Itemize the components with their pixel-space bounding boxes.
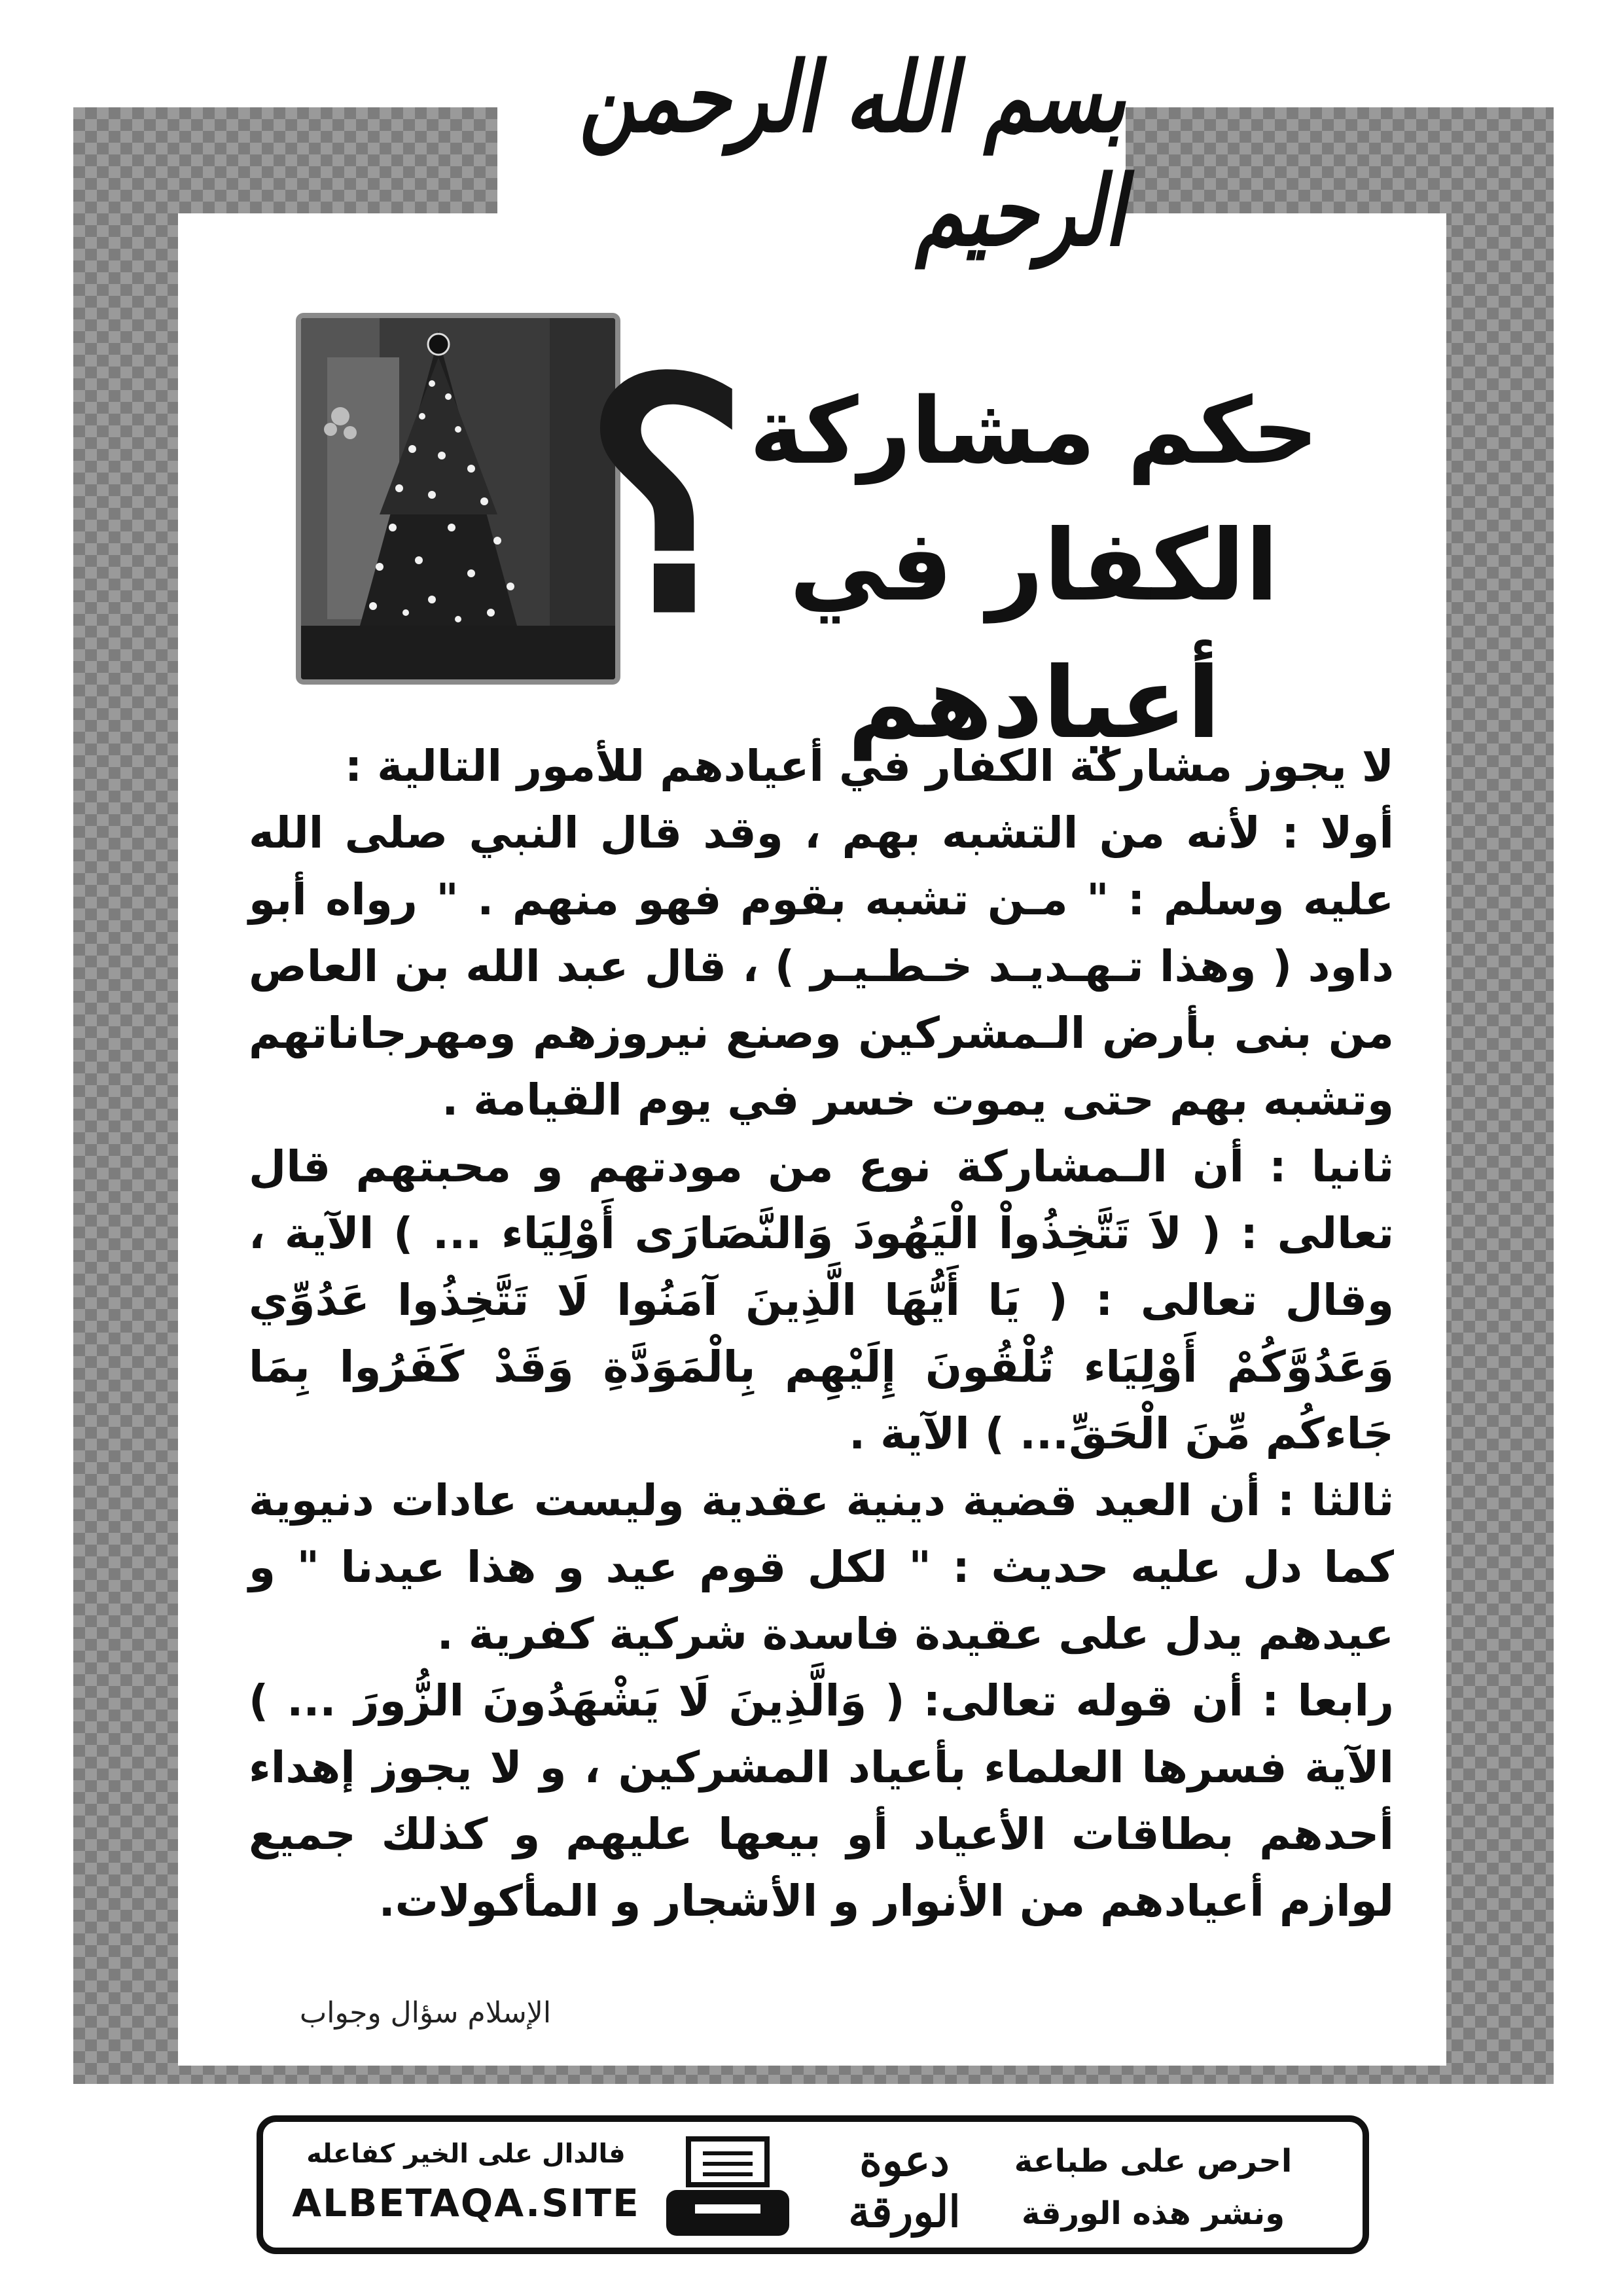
christmas-tree-image — [301, 318, 615, 679]
footer-site-link[interactable]: ALBETAQA.SITE — [292, 2181, 640, 2225]
print-note-line-1: احرص على طباعة — [1014, 2143, 1293, 2179]
footer-print-note — [970, 2135, 1336, 2246]
logo-line-1: دعوة — [859, 2135, 950, 2186]
logo-line-2: الورقة — [848, 2186, 961, 2237]
question-mark-glyph: ؟ — [582, 313, 749, 682]
point-3-paragraph: ثالثا : أن العيد قضية دينية عقدية وليست عادات دنيوية كما دل عليه حديث : " لكل قوم عيد و هذا عيدنا " و عيدهم يدل على عقيدة فاسدة شركية كفرية . — [249, 1475, 1394, 1659]
footer-bar — [257, 2115, 1369, 2254]
title-line-1: حكم مشاركة — [749, 378, 1319, 485]
point-2-paragraph: ثانيا : أن الـمشاركة نوع من مودتهم و محبتهم قال تعالى : ( لاَ تَتَّخِذُواْ الْيَهُودَ وَالنَّصَارَى أَوْلِيَاء ... ) الآية ، وقال تعالى : ( يَا أَيُّهَا الَّذِينَ آمَنُوا لَا تَتَّخِذُوا عَدُوِّي وَعَدُوَّكُمْ أَوْلِيَاء تُلْقُونَ إِلَيْهِم بِالْمَوَدَّةِ وَقَدْ كَفَرُوا بِمَا جَاءكُم مِّنَ الْحَقِّ... ) الآية . — [249, 1141, 1394, 1459]
source-credit: الإسلام سؤال وجواب — [299, 1996, 552, 2030]
dawah-logo — [839, 2131, 970, 2241]
basmala-calligraphy: بسم الله الرحمن الرحيم — [579, 40, 1126, 268]
point-1-paragraph: أولا : لأنه من التشبه بهم ، وقد قال النبي صلى الله عليه وسلم : " مـن تشبه بقوم فهو منهم . " رواه أبو داود ( وهذا تـهـديـد خـطـيـر ) ، قال عبد الله بن العاص من بنى بأرض الـمشركين وصنع نيروزهم ومهرجاناتهم وتشبه بهم حتى يموت خسر في يوم القيامة . — [249, 808, 1394, 1125]
print-note-line-2: ونشر هذه الورقة — [1021, 2195, 1285, 2232]
title-line-2: الكفار في أعيادهم — [789, 509, 1279, 761]
page-title — [681, 367, 1387, 761]
christmas-tree-photo — [296, 313, 620, 685]
point-4-paragraph: رابعا : أن قوله تعالى: ( وَالَّذِينَ لَا يَشْهَدُونَ الزُّورَ ... ) الآية فسرها العلماء بأعياد المشركين ، و لا يجوز إهداء أحدهم بطاقات الأعياد أو بيعها عليهم و كذلك جميع لوازم أعيادهم من الأنوار و الأشجار و المأكولات. — [249, 1676, 1394, 1926]
article-body — [249, 733, 1394, 2042]
footer-site-block — [283, 2131, 649, 2249]
footer-slogan: فالدال على الخير كفاعله — [306, 2139, 626, 2169]
printer-icon — [662, 2136, 793, 2241]
intro-paragraph: لا يجوز مشاركة الكفار في أعيادهم للأمور التالية : — [344, 741, 1394, 791]
